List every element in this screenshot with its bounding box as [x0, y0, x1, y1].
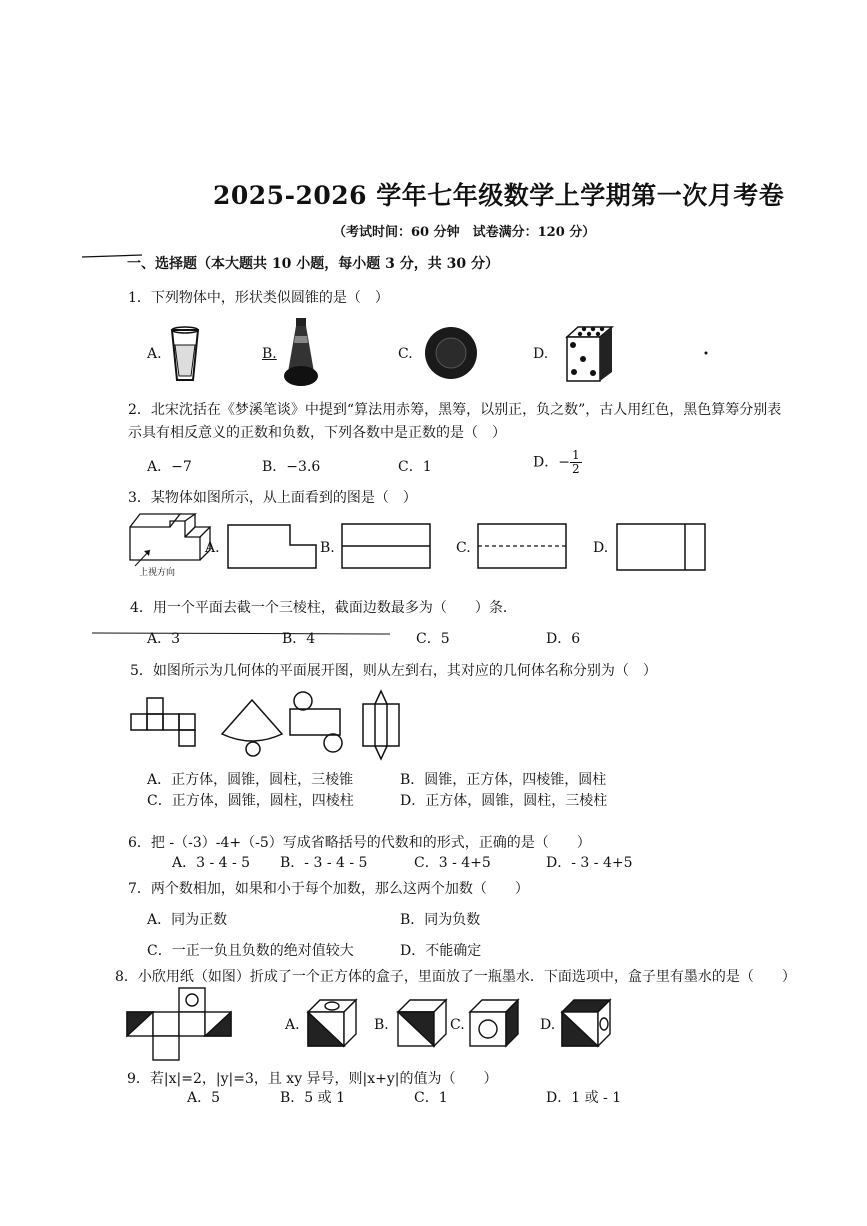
- q1-label-b: B.: [262, 346, 277, 362]
- q5-option-d: D．正方体，圆锥，圆柱，三棱柱: [400, 793, 608, 809]
- q7-option-b: B．同为负数: [400, 912, 481, 928]
- q2-option-a: A．−7: [147, 459, 192, 475]
- box-net: [127, 988, 231, 1060]
- q9-option-a: A．5: [187, 1090, 221, 1106]
- q2-stem-line2: 示具有相反意义的正数和负数，下列各数中是正数的是（ ）: [128, 425, 506, 441]
- exam-title: 2025-2026 学年七年级数学上学期第一次月考卷: [213, 181, 785, 210]
- q1-label-d: D.: [533, 346, 549, 362]
- q2-fraction-den: 2: [571, 462, 580, 476]
- q4-option-c: C．5: [416, 631, 450, 647]
- q4-option-d: D．6: [546, 631, 581, 647]
- q8-stem: 8．小欣用纸（如图）折成了一个正方体的盒子，里面放了一瓶墨水．下面选项中，盒子里有墨水的是（ ）: [115, 969, 796, 985]
- q8-label-b: B.: [374, 1017, 389, 1033]
- q4-stem: 4．用一个平面去截一个三棱柱，截面边数最多为（ ）条．: [130, 600, 517, 616]
- exam-subtitle: （考试时间：60 分钟 试卷满分：120 分）: [333, 225, 596, 240]
- q3-label-b: B.: [320, 540, 335, 556]
- q3-label-d: D.: [593, 540, 609, 556]
- q3-label-a: A.: [205, 540, 220, 556]
- q6-stem: 6．把 -（-3）-4+（-5）写成省略括号的代数和的形式，正确的是（ ）: [128, 835, 591, 851]
- q6-option-a: A．3 - 4 - 5: [172, 855, 251, 871]
- cube-b: [398, 1000, 446, 1046]
- q2-option-c: C．1: [398, 459, 432, 475]
- q3-label-c: C.: [456, 540, 471, 556]
- q6-option-b: B．- 3 - 4 - 5: [280, 855, 368, 871]
- q9-option-b: B．5 或 1: [280, 1090, 346, 1106]
- q1-stem: 1．下列物体中，形状类似圆锥的是（ ）: [128, 290, 389, 306]
- q2-option-d-sign: −: [558, 454, 570, 471]
- q7-option-c: C．一正一负且负数的绝对值较大: [147, 943, 354, 959]
- q6-option-c: C．3 - 4+5: [414, 855, 491, 871]
- q7-option-a: A．同为正数: [147, 912, 228, 928]
- q3-stem: 3．某物体如图所示，从上面看到的图是（ ）: [128, 490, 417, 506]
- q4-option-a: A．3: [147, 631, 181, 647]
- q5-option-a: A．正方体，圆锥，圆柱，三棱锥: [147, 772, 354, 788]
- cube-c: [470, 1000, 518, 1046]
- q6-option-d: D．- 3 - 4+5: [546, 855, 633, 871]
- q3-view-label: 上视方向: [139, 568, 176, 578]
- q7-stem: 7．两个数相加，如果和小于每个加数，那么这两个加数（ ）: [128, 881, 529, 897]
- q1-label-c: C.: [398, 346, 413, 362]
- cube-a: [308, 1000, 356, 1046]
- q9-option-d: D．1 或 - 1: [546, 1090, 622, 1106]
- q4-option-b: B．4: [282, 631, 316, 647]
- q5-option-c: C．正方体，圆锥，圆柱，四棱柱: [147, 793, 354, 809]
- q9-option-c: C．1: [414, 1090, 448, 1106]
- q8-label-a: A.: [285, 1017, 300, 1033]
- q8-label-d: D.: [540, 1017, 556, 1033]
- q2-option-d-label: D．: [533, 454, 559, 471]
- q8-label-c: C.: [450, 1017, 465, 1033]
- q1-label-a: A.: [147, 346, 162, 362]
- q5-stem: 5．如图所示为几何体的平面展开图，则从左到右，其对应的几何体名称分别为（ ）: [130, 663, 657, 679]
- q9-stem: 9．若|x|=2，|y|=3，且 xy 异号，则|x+y|的值为（ ）: [127, 1071, 498, 1087]
- section-header: 一、选择题（本大题共 10 小题，每小题 3 分，共 30 分）: [127, 256, 499, 272]
- cube-d: [562, 1000, 610, 1046]
- q2-option-b: B．−3.6: [262, 459, 321, 475]
- q2-fraction-num: 1: [571, 448, 580, 462]
- q7-option-d: D．不能确定: [400, 943, 482, 959]
- q2-stem-line1: 2．北宋沈括在《梦溪笔谈》中提到“算法用赤筹，黑筹，以别正，负之数”，古人用红色，黑色算筹分别表: [128, 402, 782, 418]
- q5-option-b: B．圆锥，正方体，四棱锥，圆柱: [400, 772, 607, 788]
